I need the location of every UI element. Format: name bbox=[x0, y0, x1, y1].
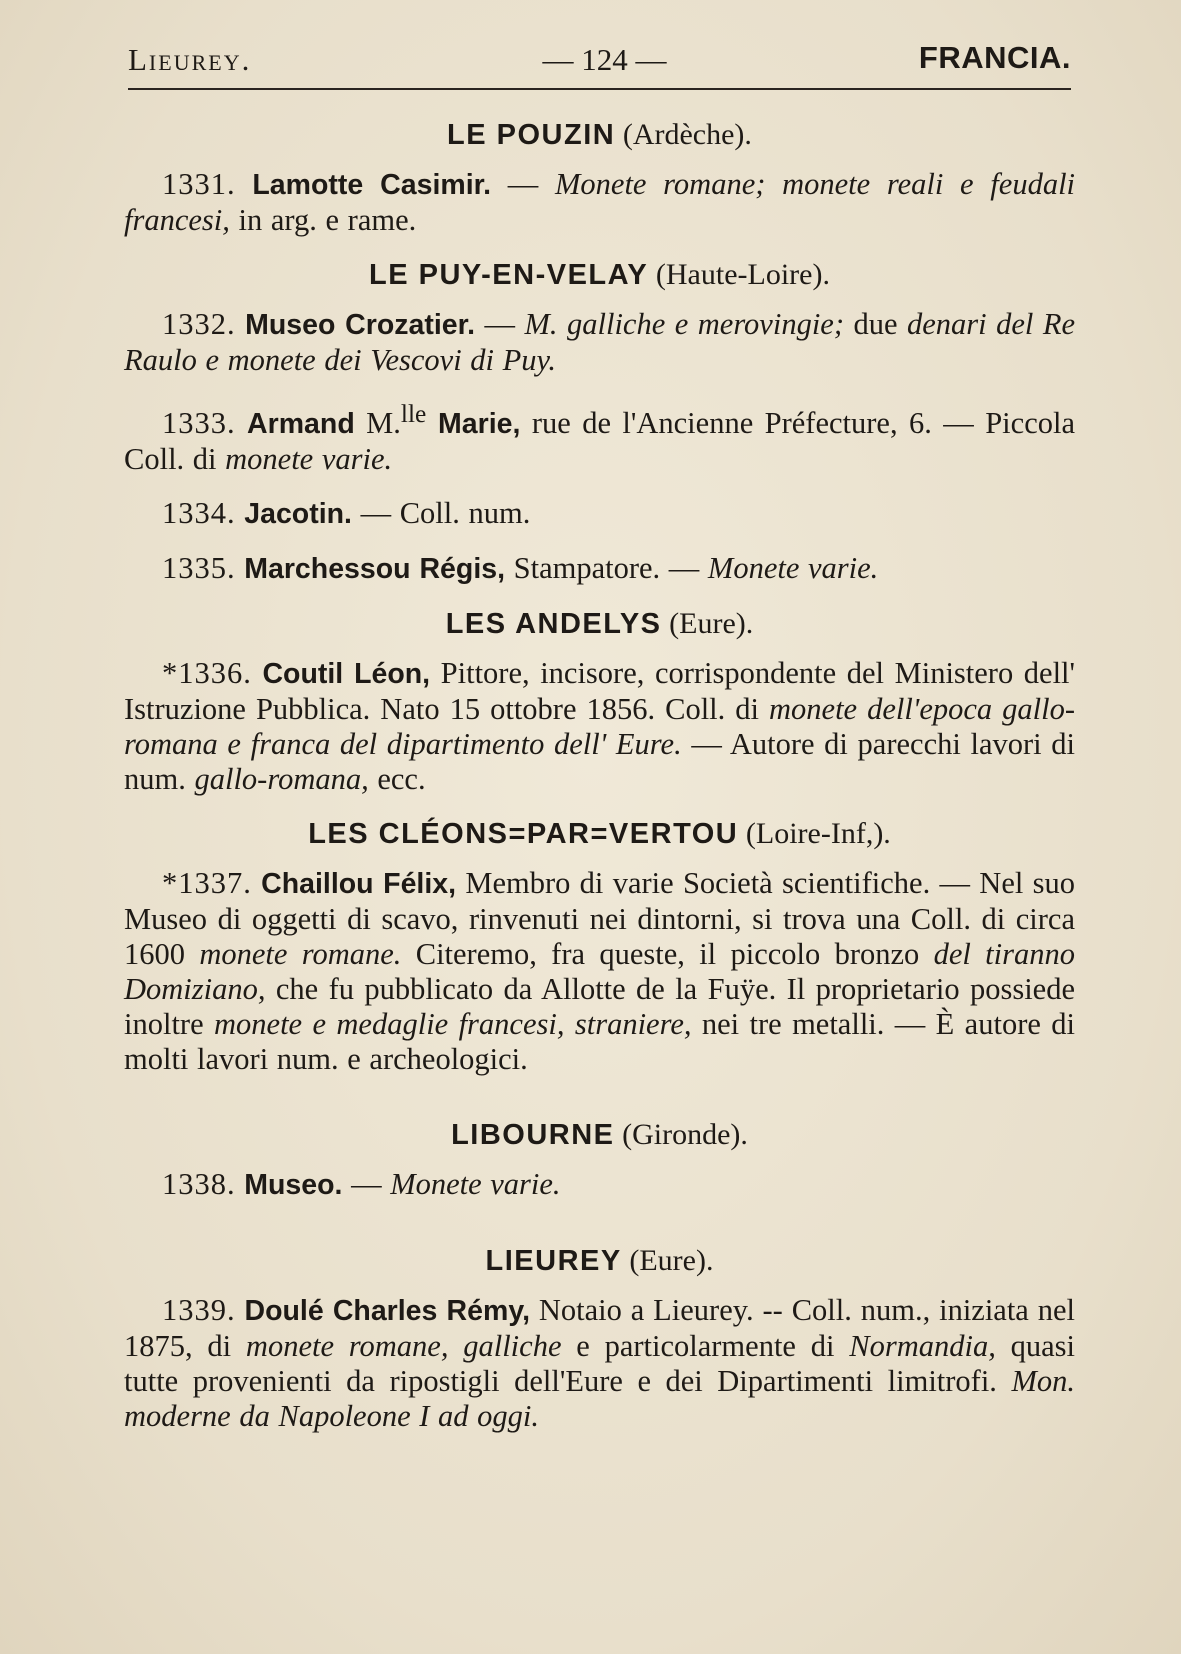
entry-number: *1337. bbox=[162, 866, 252, 901]
entry-number: *1336. bbox=[162, 656, 252, 691]
place-heading bbox=[124, 117, 1075, 153]
running-head-left: Lieurey. bbox=[128, 42, 252, 77]
place-heading bbox=[124, 257, 1075, 293]
entry-italic: M. galliche e merovingie; bbox=[524, 307, 844, 341]
entry-name: Marie, bbox=[426, 408, 521, 441]
entry-name: Jacotin. bbox=[244, 498, 352, 531]
entry-number: 1331. bbox=[162, 167, 236, 201]
entry-text: rue de l'Ancienne Préfecture, 6. — Piccola Coll. di bbox=[124, 406, 1075, 477]
entry-text: — Autore di parecchi lavori di num. bbox=[124, 727, 1075, 797]
entry-text: Stampatore. — bbox=[505, 551, 708, 586]
entry-number: 1339. bbox=[162, 1293, 236, 1328]
entry-superscript: lle bbox=[400, 400, 427, 428]
entry-name: Armand bbox=[247, 408, 355, 441]
entry-1332 bbox=[124, 307, 1075, 378]
place-name: LE PUY-EN-VELAY bbox=[369, 259, 649, 291]
entry-1331 bbox=[124, 167, 1075, 238]
entry-text: e particolarmente di bbox=[561, 1329, 850, 1364]
entry-name: Marchessou Régis, bbox=[244, 553, 506, 586]
entry-number: 1332. bbox=[162, 307, 236, 341]
entry-italic: Monete romane; monete reali e feudali francesi, bbox=[124, 167, 1076, 237]
place-region: (Loire-Inf,). bbox=[745, 817, 891, 851]
place-region: (Ardèche). bbox=[622, 118, 752, 151]
place-heading bbox=[124, 606, 1075, 642]
entry-italic: monete romane, galliche bbox=[245, 1329, 562, 1364]
entry-text: Citeremo, fra queste, il piccolo bronzo bbox=[401, 937, 934, 972]
entry-text: due bbox=[844, 307, 907, 341]
entry-1336 bbox=[124, 656, 1075, 797]
place-heading bbox=[124, 1117, 1075, 1153]
place-name: LIBOURNE bbox=[451, 1119, 615, 1152]
entry-name: Lamotte Casimir. bbox=[252, 169, 492, 201]
entry-text: — bbox=[475, 307, 525, 341]
page-content bbox=[124, 117, 1075, 1453]
entry-italic: Mon. moderne da Napoleone I ad oggi. bbox=[124, 1364, 1075, 1434]
entry-italic: monete varie. bbox=[225, 442, 393, 477]
entry-1337 bbox=[124, 866, 1075, 1077]
running-head bbox=[128, 36, 1071, 96]
place-name: LE POUZIN bbox=[447, 119, 616, 151]
entry-italic: Normandia, bbox=[849, 1329, 996, 1364]
entry-text: M. bbox=[354, 406, 401, 441]
place-region: (Eure). bbox=[669, 607, 754, 641]
entry-text: che fu pubblicato da Allotte de la Fuÿe. Il proprietario possiede inoltre bbox=[124, 972, 1075, 1042]
entry-1334 bbox=[124, 496, 1075, 532]
header-rule bbox=[128, 88, 1071, 90]
entry-text: ecc. bbox=[368, 762, 426, 797]
entry-number: 1334. bbox=[162, 496, 236, 531]
entry-number: 1335. bbox=[162, 551, 236, 586]
entry-italic: del tiranno Domiziano, bbox=[124, 937, 1075, 1007]
entry-1339 bbox=[124, 1293, 1075, 1434]
entry-number: 1338. bbox=[162, 1167, 236, 1202]
entry-1333 bbox=[124, 397, 1075, 477]
entry-italic: denari del Re Raulo e monete dei Vescovi di Puy. bbox=[124, 307, 1076, 377]
entry-1338 bbox=[124, 1167, 1075, 1203]
place-name: LES CLÉONS=PAR=VERTOU bbox=[308, 818, 739, 851]
place-heading bbox=[124, 816, 1075, 852]
entry-text: in arg. e rame. bbox=[229, 203, 417, 237]
place-region: (Gironde). bbox=[622, 1118, 748, 1152]
entry-italic: monete e medaglie francesi, straniere, bbox=[214, 1007, 692, 1042]
entry-name: Coutil Léon, bbox=[262, 658, 431, 691]
entry-italic: gallo-romana, bbox=[194, 762, 369, 797]
entry-text: quasi tutte provenienti da ripostigli dell'Eure e dei Dipartimenti limitrofi. bbox=[124, 1329, 1075, 1399]
place-region: (Eure). bbox=[629, 1244, 714, 1278]
entry-name: Doulé Charles Rémy, bbox=[244, 1295, 530, 1328]
entry-name: Museo. bbox=[244, 1169, 343, 1202]
place-name: LIEUREY bbox=[485, 1245, 622, 1278]
entry-1335 bbox=[124, 551, 1075, 587]
entry-text: Notaio a Lieurey. -- Coll. num., iniziata nel 1875, di bbox=[124, 1293, 1075, 1364]
page-number: — 124 — bbox=[542, 42, 667, 77]
place-name: LES ANDELYS bbox=[445, 608, 662, 641]
entry-italic: Monete varie. bbox=[707, 551, 879, 586]
entry-text: — bbox=[342, 1167, 391, 1202]
running-head-right: FRANCIA. bbox=[918, 40, 1071, 75]
entry-text: Membro di varie Società scientifiche. — Nel suo Museo di oggetti di scavo, rinvenuti nei dintorni, si trova una Coll. di circa 1600 bbox=[124, 866, 1076, 972]
entry-number: 1333. bbox=[162, 406, 236, 441]
entry-text: nei tre metalli. — È autore di molti lavori num. e archeologici. bbox=[124, 1007, 1075, 1077]
entry-italic: monete romane. bbox=[199, 937, 402, 972]
entry-text: — Coll. num. bbox=[351, 496, 531, 531]
entry-text: — bbox=[491, 167, 556, 201]
entry-italic: monete dell'epoca gallo-romana e franca del dipartimento dell' Eure. bbox=[124, 692, 1076, 762]
entry-name: Chaillou Félix, bbox=[261, 868, 457, 901]
entry-name: Museo Crozatier. bbox=[245, 309, 476, 341]
place-heading bbox=[124, 1243, 1075, 1279]
entry-italic: Monete varie. bbox=[390, 1167, 561, 1202]
place-region: (Haute-Loire). bbox=[655, 258, 830, 291]
entry-text: Pittore, incisore, corrispondente del Ministero dell' Istruzione Pubblica. Nato 15 ottobre 1856. Coll. di bbox=[124, 656, 1076, 727]
